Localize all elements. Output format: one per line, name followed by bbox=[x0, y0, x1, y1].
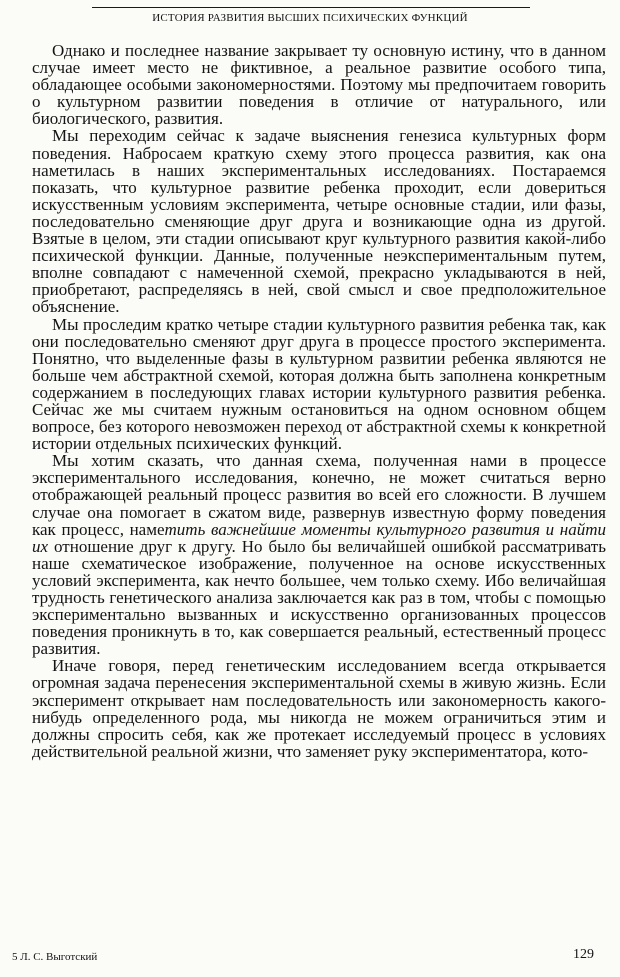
signature-mark: 5 Л. С. Выготский bbox=[12, 951, 98, 963]
paragraph-4-text-before: Мы хотим сказать, что данная схема, полученная нами в процессе экспериментального исследования, конечно, не может считаться верно отображающей реальный процесс развития во всей его сложности. В лучшем случае она помогает в сжатом виде, развернув известную форму поведения как процесс, наме bbox=[32, 451, 606, 539]
paragraph-4-italic-text: тить важнейшие моменты культурного развития и найти их bbox=[32, 519, 606, 556]
paragraph-5: Иначе говоря, перед генетическим исследованием всегда открывается огромная задача перенесения экспериментальной схемы в живую жизнь. Если эксперимент открывает нам последовательность или закономерность какого-нибудь определенного рода, мы никогда не можем ограничиться этим и должны спросить себя, как же протекает исследуемый процесс в условиях действительной реальной жизни, что заменяет руку экспериментатора, кото- bbox=[32, 656, 606, 761]
running-head: ИСТОРИЯ РАЗВИТИЯ ВЫСШИХ ПСИХИЧЕСКИХ ФУНКЦИЙ bbox=[152, 12, 468, 24]
header-rule bbox=[92, 7, 530, 8]
paragraph-3: Мы проследим кратко четыре стадии культурного развития ребенка так, как они последовательно сменяют друг друга в процессе простого эксперимента. Понятно, что выделенные фазы в культурном развитии ребенка являются не больше чем абстрактной схемой, которая должна быть заполнена конкретным содержанием в последующих главах истории культурного развития ребенка. Сейчас же мы считаем нужным остановиться на одном основном общем вопросе, без которого невозможен переход от абстрактной схемы к конкретной истории отдельных психических функций. bbox=[32, 314, 606, 454]
paragraph-2: Мы переходим сейчас к задаче выяснения генезиса культурных форм поведения. Набросаем краткую схему этого процесса развития, как она наметилась в наших экспериментальных исследованиях. Постараемся показать, что культурное развитие ребенка проходит, если довериться искусственным условиям эксперимента, четыре основные стадии, или фазы, последовательно сменяющие друг друга и возникающие одна из другой. Взятые в целом, эти стадии описывают круг культурного развития какой-либо психической функции. Данные, полученные неэкспериментальным путем, вполне совпадают с намеченной схемой, прекрасно укладываются в ней, приобретают, распределяясь в ней, свой смысл и свое предположительное объяснение. bbox=[32, 126, 606, 317]
paragraph-4-text-after: отношение друг к другу. Но было бы величайшей ошибкой рассматривать наше схематическое изображение, полученное на основе искусственных условий эксперимента, как нечто большее, чем только схему. Ибо величайшая трудность генетического анализа заключается как раз в том, чтобы с помощью экспериментально вызванных и искусственно организованных процессов поведения проникнуть в то, как совершается реальный, естественный процесс развития. bbox=[32, 536, 606, 659]
paragraph-4 bbox=[32, 452, 606, 657]
page-number: 129 bbox=[573, 947, 594, 962]
paragraph-1: Однако и последнее название закрывает ту основную истину, что в данном случае имеет место не фиктивное, а реальное развитие особого типа, обладающее особыми закономерностями. Поэтому мы предпочитаем говорить о культурном развитии поведения в отличие от натурального, или биологического, развития. bbox=[32, 41, 606, 129]
body-text bbox=[32, 42, 606, 760]
